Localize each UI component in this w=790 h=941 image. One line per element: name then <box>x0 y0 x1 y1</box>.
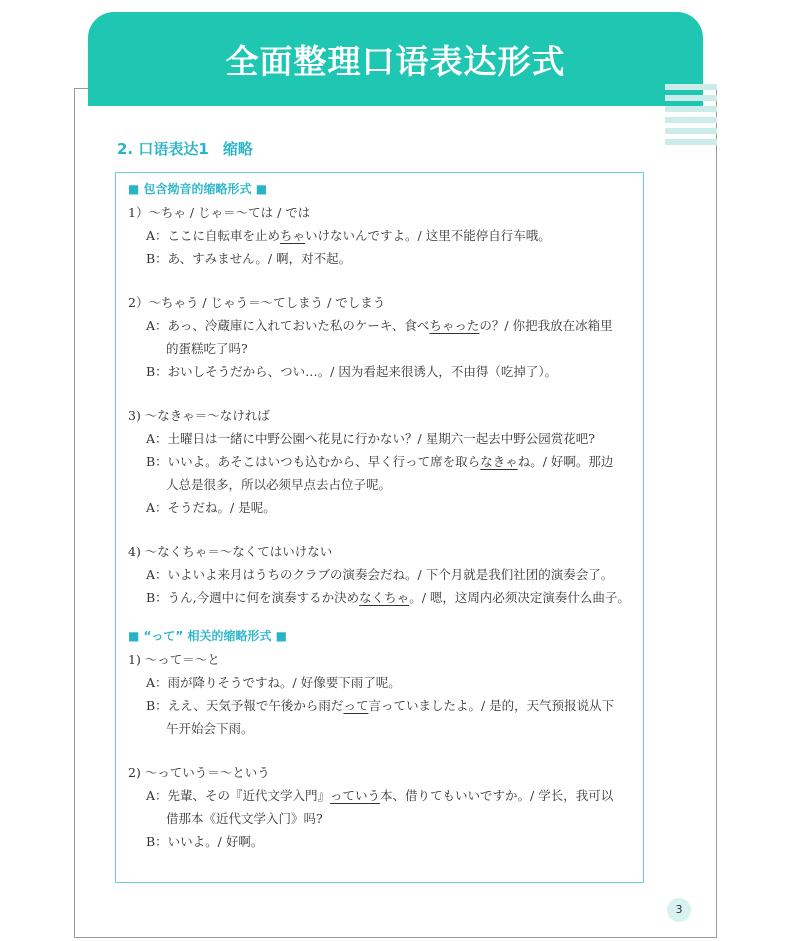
dialogue-line: B：あ、すみません。/ 啊，对不起。 <box>146 251 352 266</box>
dialogue-line-continued: 午开始会下雨。 <box>166 721 254 736</box>
content-inner <box>128 178 638 853</box>
decorative-stripes <box>665 84 717 150</box>
underlined-form: って <box>343 698 369 713</box>
dialogue-line: A：土曜日は一緒に中野公園へ花見に行かない？/ 星期六一起去中野公园赏花吧? <box>146 431 595 446</box>
group-heading-youon: ■ 包含拗音的缩略形式 ■ <box>128 182 268 196</box>
underlined-form: なきゃ <box>480 454 518 469</box>
line-text: ね。/ 好啊。那边 <box>517 454 614 469</box>
dialogue-line-continued: 人总是很多，所以必须早点去占位子呢。 <box>166 477 392 492</box>
dialogue-line: B：おいしそうだから、つい…。/ 因为看起来很诱人，不由得（吃掉了）。 <box>146 364 558 379</box>
line-text: B：いいよ。あそこはいつも込むから、早く行って席を取ら <box>146 454 481 469</box>
dialogue-line <box>128 450 638 473</box>
dialogue-line: A：そうだね。/ 是呢。 <box>146 500 276 515</box>
dialogue-line <box>128 314 638 337</box>
item-head: 2）〜ちゃう / じゃう＝〜てしまう / でしまう <box>128 295 386 310</box>
line-text: B：ええ、天気予報で午後から雨だ <box>146 698 344 713</box>
underlined-form: ちゃ <box>280 228 306 243</box>
item-head: 3) 〜なきゃ＝〜なければ <box>128 408 270 423</box>
underlined-form: なくちゃ <box>359 590 410 605</box>
dialogue-line <box>128 694 638 717</box>
section-title: 口语表达1 <box>138 140 209 158</box>
content-box <box>115 172 644 883</box>
page-title: 全面整理口语表达形式 <box>225 41 566 81</box>
dialogue-line: B：いいよ。/ 好啊。 <box>146 834 264 849</box>
item-head: 4) 〜なくちゃ＝〜なくてはいけない <box>128 544 333 559</box>
line-text: の？/ 你把我放在冰箱里 <box>479 318 613 333</box>
line-text: 本、借りてもいいですか。/ 学长，我可以 <box>380 788 614 803</box>
line-text: A：ここに自転車を止め <box>146 228 281 243</box>
dialogue-line: A：雨が降りそうですね。/ 好像要下雨了呢。 <box>146 675 401 690</box>
line-text: いけないんですよ。/ 这里不能停自行车哦。 <box>305 228 551 243</box>
section-number: 2. <box>117 140 134 158</box>
dialogue-line: A：いよいよ来月はうちのクラブの演奏会だね。/ 下个月就是我们社团的演奏会了。 <box>146 567 614 582</box>
group-heading-tte: ■ “って” 相关的缩略形式 ■ <box>128 629 287 643</box>
section-heading <box>117 138 253 159</box>
underlined-form: っていう <box>330 788 381 803</box>
page-number: 3 <box>667 898 691 922</box>
item-head: 2) 〜っていう＝〜という <box>128 765 270 780</box>
dialogue-line <box>128 784 638 807</box>
dialogue-line-continued: 借那本《近代文学入门》吗? <box>166 811 323 826</box>
line-text: A：先輩、その『近代文学入門』 <box>146 788 331 803</box>
item-head: 1）〜ちゃ / じゃ＝〜ては / では <box>128 205 311 220</box>
dialogue-line <box>128 586 638 609</box>
section-subtitle: 缩略 <box>222 140 253 158</box>
line-text: A：あっ、冷蔵庫に入れておいた私のケーキ、食べ <box>146 318 430 333</box>
title-banner <box>88 12 703 106</box>
line-text: 。/ 嗯，这周内必须决定演奏什么曲子。 <box>409 590 630 605</box>
line-text: B：うん,今週中に何を演奏するか決め <box>146 590 360 605</box>
dialogue-line <box>128 224 638 247</box>
dialogue-line-continued: 的蛋糕吃了吗? <box>166 341 248 356</box>
item-head: 1) 〜って＝〜と <box>128 652 220 667</box>
underlined-form: ちゃった <box>429 318 480 333</box>
line-text: 言っていましたよ。/ 是的，天气预报说从下 <box>368 698 615 713</box>
